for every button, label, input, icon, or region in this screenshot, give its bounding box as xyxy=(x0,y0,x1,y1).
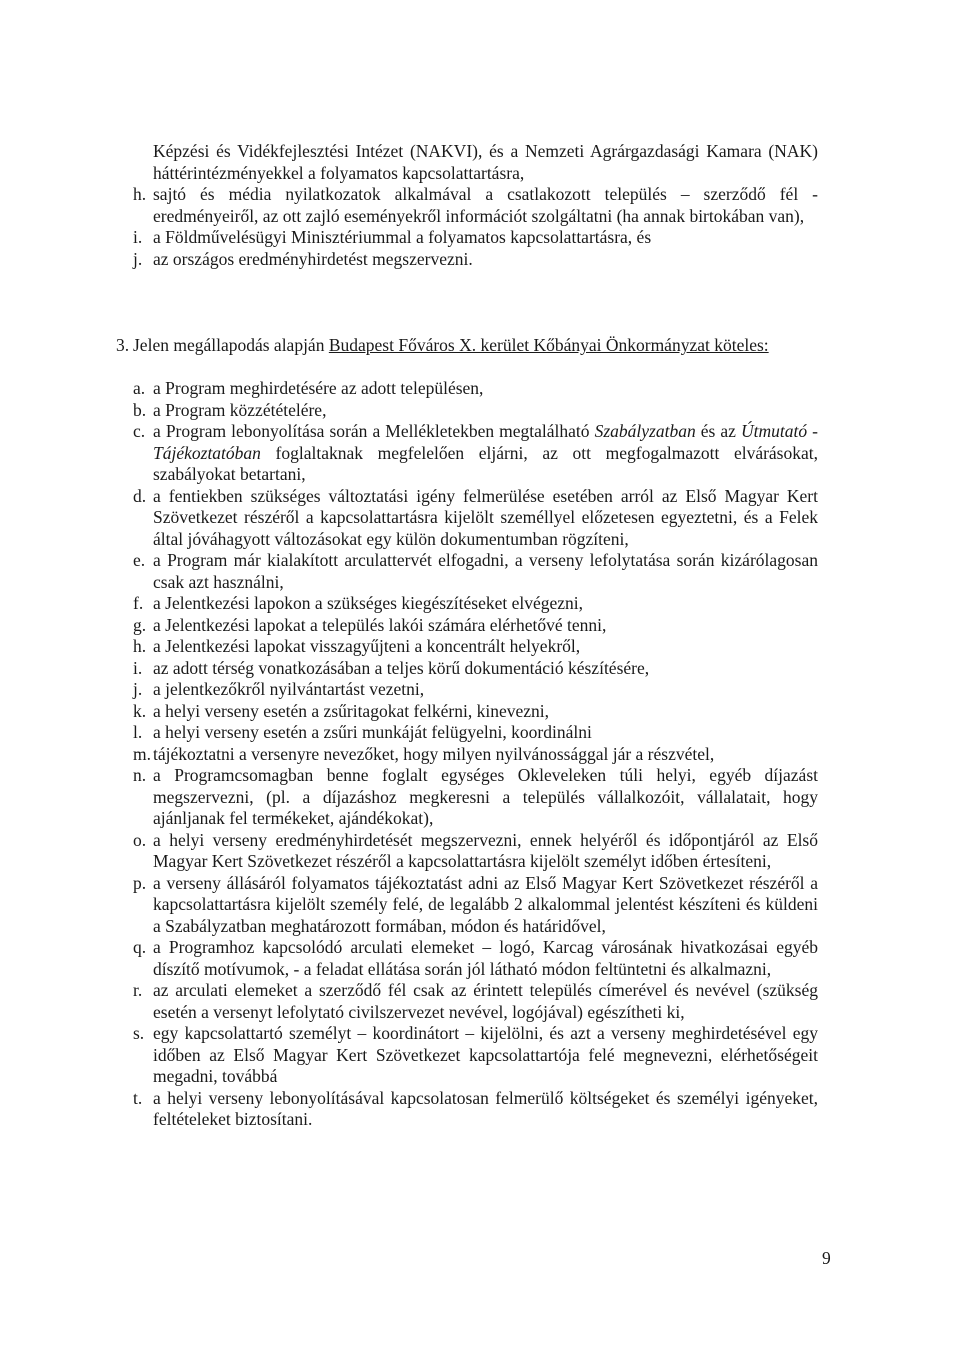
previous-list xyxy=(133,184,818,270)
list-item-h xyxy=(133,636,818,658)
list-letter: o. xyxy=(133,829,147,850)
section-number: 3. xyxy=(116,335,130,355)
text-part: és az xyxy=(695,421,741,441)
list-text: az országos eredményhirdetést megszervezni. xyxy=(153,248,473,269)
list-letter: r. xyxy=(133,980,143,1000)
list-text: a Programhoz kapcsolódó arculati elemeket – logó, Karcag városának hivatkozásai egyéb díszítő motívumok, - a feladat ellátása során jól látható módon feltüntetni és alkalmazni, xyxy=(153,937,818,979)
list-text: a helyi verseny eredményhirdetését megszervezni, ennek helyéről és időpontjáról az Első Magyar Kert Szövetkezet részéről a kapcsolattartásra kijelölt személyt időben értesíteni, xyxy=(153,829,818,871)
list-item-b xyxy=(133,400,818,422)
list-letter: p. xyxy=(133,872,147,893)
list-item-g xyxy=(133,615,818,637)
list-text: a Program közzétételére, xyxy=(153,399,327,420)
list-letter: i. xyxy=(133,657,143,678)
list-text: a Programcsomagban benne foglalt egységes Okleveleken túli helyi, egyéb díjazást megszervezni, (pl. a díjazáshoz megkeresni a település vállalkozóit, vállalatait, hogy ajánljanak fel termékeket, ajándékokat), xyxy=(153,765,818,828)
list-item-m xyxy=(133,744,818,766)
list-item-o xyxy=(133,830,818,873)
list-letter: a. xyxy=(133,378,146,398)
list-text: a verseny állásáról folyamatos tájékoztatást adni az Első Magyar Kert Szövetkezet részéről a kapcsolattartásra kijelölt személy felé, de legalább 2 alkalommal jelentést készíteni és küldeni a Szabályzatban meghatározott formában, módon és határidővel, xyxy=(153,872,818,936)
list-text: az adott térség vonatkozásában a teljes körű dokumentáció készítésére, xyxy=(153,657,650,678)
list-text: a Program meghirdetésére az adott településen, xyxy=(153,378,484,398)
list-letter: h. xyxy=(133,184,147,204)
section-heading-prefix: Jelen megállapodás alapján xyxy=(133,335,329,355)
list-letter: d. xyxy=(133,485,147,506)
list-text: a helyi verseny esetén a zsűritagokat felkérni, kinevezni, xyxy=(153,700,550,721)
continuation-paragraph: Képzési és Vidékfejlesztési Intézet (NAKVI), és a Nemzeti Agrárgazdasági Kamara (NAK) háttérintézményekkel a folyamatos kapcsolattartásra, xyxy=(153,141,818,183)
list-text: a fentiekben szükséges változtatási igény felmerülése esetében arról az Első Magyar Kert Szövetkezet részéről a kapcsolattartásra kijelölt személlyel előzetesen egyeztetni, és a Felek által jóváhagyott változásokat egy külön dokumentumban rögzíteni, xyxy=(153,485,818,549)
list-letter: j. xyxy=(133,248,143,269)
list-letter: h. xyxy=(133,636,147,656)
list-text xyxy=(153,421,818,486)
italic-reference: Útmutató - Tájékoztatóban xyxy=(153,421,818,463)
list-letter: m. xyxy=(133,743,151,764)
page-number: 9 xyxy=(822,1248,831,1268)
list-text: a jelentkezőkről nyilvántartást vezetni, xyxy=(153,679,425,699)
list-text: a helyi verseny lebonyolításával kapcsolatosan felmerülő költségeket és személyi igényeket, feltételeket biztosítani. xyxy=(153,1087,818,1129)
list-item-s xyxy=(133,1023,818,1088)
list-item-e xyxy=(133,550,818,593)
list-text: a Jelentkezési lapokon a szükséges kiegészítéseket elvégezni, xyxy=(153,593,584,613)
text-part: foglaltaknak megfelelően eljárni, az ott megfogalmazott elvárásokat, szabályokat betartani, xyxy=(153,442,818,484)
list-item-i xyxy=(133,227,818,249)
list-text: egy kapcsolattartó személyt – koordinátort – kijelölni, és azt a verseny meghirdetésével egy időben az Első Magyar Kert Szövetkezet kapcsolattartója felé megnevezni, elérhetőségeit megadni, továbbá xyxy=(153,1023,818,1086)
list-text: a helyi verseny esetén a zsűri munkáját felügyelni, koordinálni xyxy=(153,722,592,742)
list-item-j xyxy=(133,679,818,701)
list-item-k xyxy=(133,701,818,723)
list-text: az arculati elemeket a szerződő fél csak az érintett település címerével és nevével (szükség esetén a versenyt lefolytató civilszervezet nevével, logójával) egészítheti ki, xyxy=(153,980,818,1022)
list-item-t xyxy=(133,1088,818,1131)
list-text: a Program már kialakított arculattervét elfogadni, a verseny lefolytatása során kizárólagosan csak azt használni, xyxy=(153,550,818,592)
list-item-f xyxy=(133,593,818,615)
list-text: a Jelentkezési lapokat visszagyűjteni a koncentrált helyekről, xyxy=(153,636,581,656)
list-text: a Földművelésügyi Minisztériummal a folyamatos kapcsolattartásra, és xyxy=(153,227,652,247)
list-item-p xyxy=(133,873,818,938)
italic-reference: Szabályzatban xyxy=(594,421,696,441)
list-text: tájékoztatni a versenyre nevezőket, hogy milyen nyilvánossággal jár a részvétel, xyxy=(153,743,715,764)
list-item-h xyxy=(133,184,818,227)
list-letter: f. xyxy=(133,593,144,613)
list-item-q xyxy=(133,937,818,980)
list-letter: l. xyxy=(133,722,143,742)
list-item-r xyxy=(133,980,818,1023)
list-letter: n. xyxy=(133,765,147,785)
list-text: sajtó és média nyilatkozatok alkalmával a csatlakozott település – szerződő fél - eredményeiről, az ott zajló eseményekről információt szolgáltatni (ha annak birtokában van), xyxy=(153,184,818,226)
list-item-c xyxy=(133,421,818,486)
list-letter: k. xyxy=(133,700,147,721)
list-letter: e. xyxy=(133,550,146,570)
list-item-a xyxy=(133,378,818,400)
list-text: a Jelentkezési lapokat a település lakói számára elérhetővé tenni, xyxy=(153,614,607,635)
list-letter: g. xyxy=(133,614,147,635)
list-letter: c. xyxy=(133,421,146,441)
list-letter: j. xyxy=(133,679,143,699)
list-item-n xyxy=(133,765,818,830)
list-letter: q. xyxy=(133,937,147,957)
list-item-d xyxy=(133,486,818,551)
list-letter: t. xyxy=(133,1087,143,1108)
text-part: a Program lebonyolítása során a Mellékletekben megtalálható xyxy=(153,421,595,441)
list-letter: s. xyxy=(133,1023,145,1043)
list-item-i xyxy=(133,658,818,680)
list-letter: b. xyxy=(133,399,147,420)
section-heading-underlined: Budapest Főváros X. kerület Kőbányai Önkormányzat köteles: xyxy=(328,335,769,355)
section-3-heading xyxy=(116,335,818,357)
list-item-j xyxy=(133,249,818,271)
list-letter: i. xyxy=(133,227,143,247)
list-item-l xyxy=(133,722,818,744)
obligations-list xyxy=(133,378,818,1131)
section-heading-text xyxy=(133,335,818,357)
